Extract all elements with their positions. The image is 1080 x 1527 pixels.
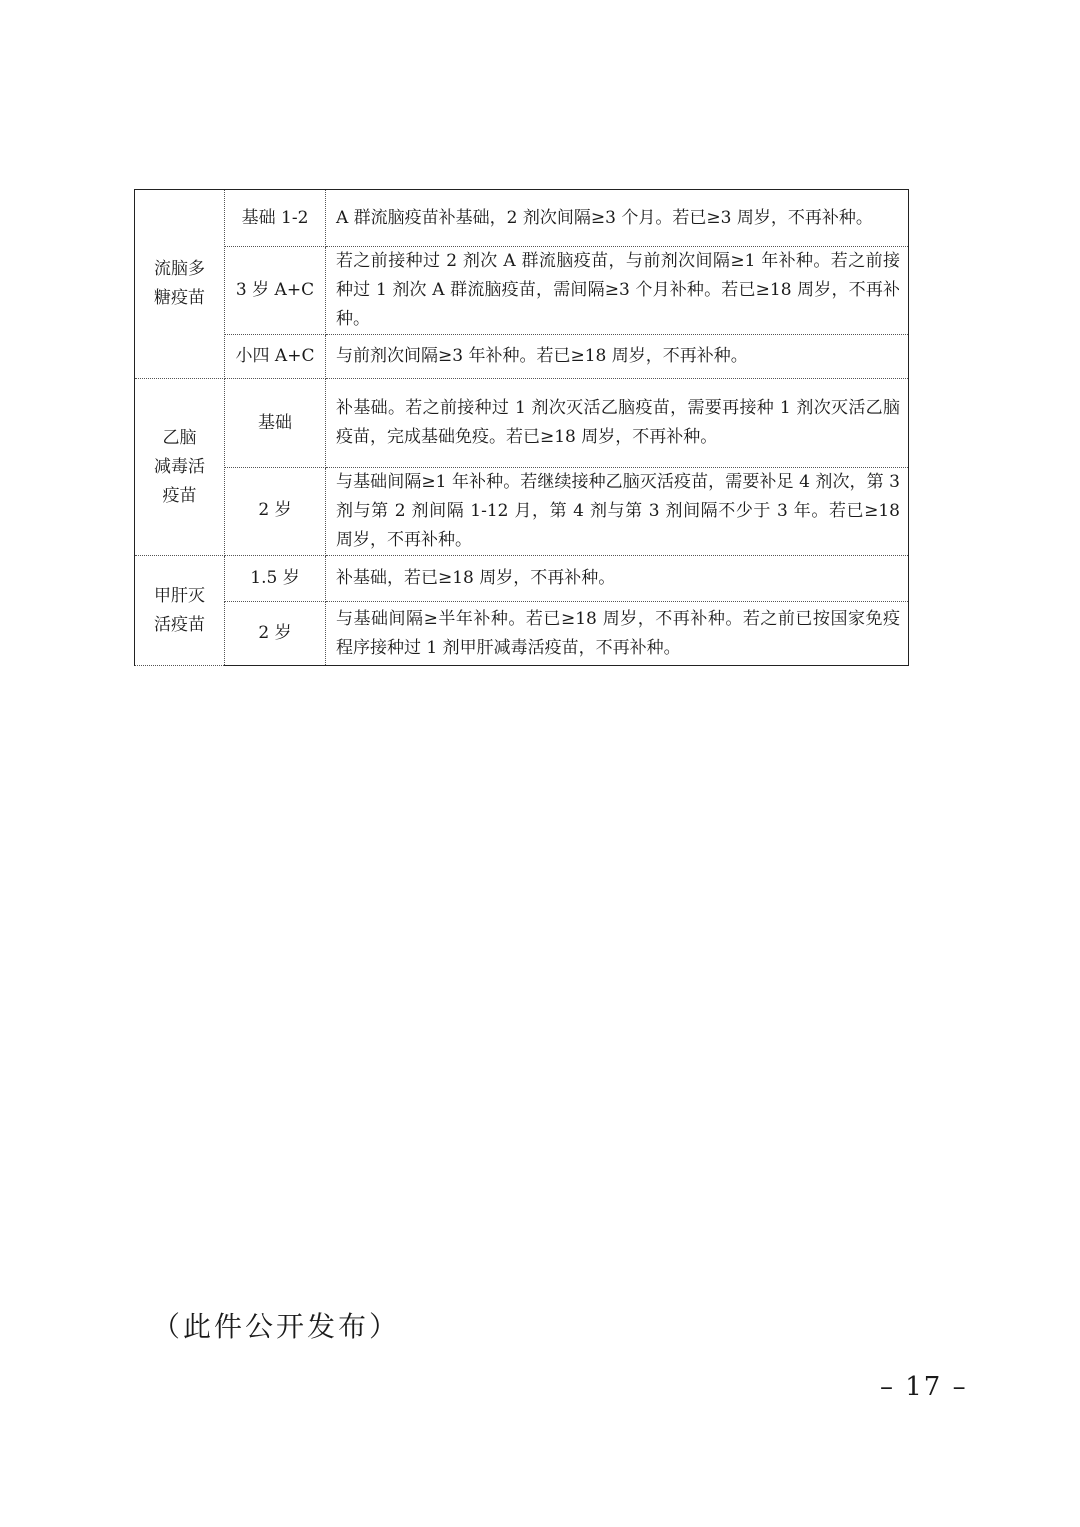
dose-cell (225, 190, 326, 247)
dose-cell (225, 379, 326, 468)
vaccine-name: 流脑多 糖疫苗 (154, 259, 205, 308)
rule-cell (326, 602, 909, 666)
vaccine-name-cell (135, 190, 225, 379)
vaccine-name-cell (135, 379, 225, 556)
table-row (135, 556, 909, 602)
dose-label: 2 岁 (258, 623, 292, 643)
table-row (135, 190, 909, 247)
rule-cell (326, 468, 909, 556)
dose-label: 3 岁 A+C (235, 280, 315, 300)
table-row (135, 379, 909, 468)
page-number: – 17 – (880, 1372, 968, 1402)
dose-cell (225, 556, 326, 602)
table-row (135, 335, 909, 379)
dose-label: 基础 1-2 (241, 207, 309, 228)
rule-text: 补基础，若已≥18 周岁，不再补种。 (336, 568, 616, 588)
vaccine-name-cell (135, 556, 225, 666)
rule-cell (326, 556, 909, 602)
rule-text: 与前剂次间隔≥3 年补种。若已≥18 周岁，不再补种。 (336, 346, 748, 366)
rule-text: 若之前接种过 2 剂次 A 群流脑疫苗，与前剂次间隔≥1 年补种。若之前接种过 1 剂次 A 群流脑疫苗，需间隔≥3 个月补种。若已≥18 周岁，不再补种。 (336, 251, 900, 329)
dose-cell (225, 247, 326, 335)
table-row (135, 602, 909, 666)
dose-label: 1.5 岁 (250, 568, 300, 588)
vaccine-name: 乙脑 减毒活 疫苗 (154, 427, 205, 506)
dose-label: 2 岁 (258, 500, 292, 520)
dose-cell (225, 335, 326, 379)
rule-text: 与基础间隔≥半年补种。若已≥18 周岁，不再补种。若之前已按国家免疫程序接种过 1 剂甲肝减毒活疫苗，不再补种。 (336, 608, 900, 658)
rule-cell (326, 379, 909, 468)
rule-text: 补基础。若之前接种过 1 剂次灭活乙脑疫苗，需要再接种 1 剂次灭活乙脑疫苗，完成基础免疫。若已≥18 周岁，不再补种。 (336, 398, 900, 447)
dose-label: 小四 A+C (235, 346, 315, 366)
rule-cell (326, 190, 909, 247)
dose-label: 基础 (258, 413, 292, 433)
vaccine-name: 甲肝灭 活疫苗 (154, 585, 205, 635)
table-row (135, 247, 909, 335)
rule-cell (326, 247, 909, 335)
catch-up-vaccination-table (134, 189, 909, 666)
public-release-notice: （此件公开发布） (152, 1310, 401, 1343)
rule-text: A 群流脑疫苗补基础，2 剂次间隔≥3 个月。若已≥3 周岁，不再补种。 (336, 207, 873, 228)
rule-cell (326, 335, 909, 379)
rule-text: 与基础间隔≥1 年补种。若继续接种乙脑灭活疫苗，需要补足 4 剂次，第 3 剂与第 2 剂间隔 1-12 月，第 4 剂与第 3 剂间隔不少于 3 年。若已≥18 周岁，不再补种。 (336, 472, 900, 550)
dose-cell (225, 602, 326, 666)
dose-cell (225, 468, 326, 556)
table-row (135, 468, 909, 556)
